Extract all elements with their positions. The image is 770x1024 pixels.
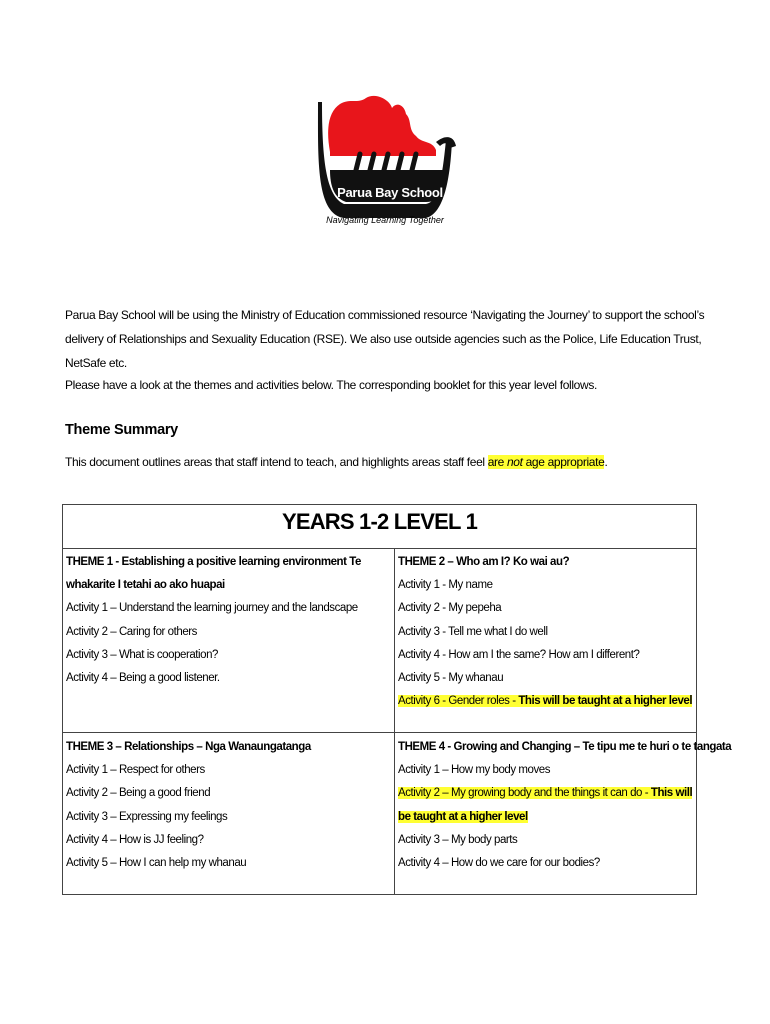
theme-1-cell	[66, 551, 391, 690]
summary-text-start: This document outlines areas that staff intend to teach, and highlights areas staff feel	[65, 455, 488, 469]
theme-2-activity-6: Activity 6 - Gender roles -	[398, 695, 519, 708]
intro-paragraph-2: Please have a look at the themes and activities below. The corresponding booklet for this year level follows.	[65, 378, 597, 392]
theme-3-activity: Activity 5 – How I can help my whanau	[66, 857, 247, 870]
theme-summary-text	[65, 450, 705, 474]
theme-4-higher-level-note: This will be taught at a higher level	[398, 787, 693, 823]
theme-2-activity: Activity 5 - My whanau	[398, 672, 504, 685]
summary-highlight-not: not	[506, 455, 523, 469]
logo-school-name: Parua Bay School	[337, 185, 443, 200]
table-divider-middle	[63, 732, 696, 733]
theme-1-activity: Activity 1 – Understand the learning journey and the landscape	[66, 602, 358, 615]
theme-4-activity: Activity 4 – How do we care for our bodies?	[398, 857, 600, 870]
theme-3-activity: Activity 2 – Being a good friend	[66, 787, 211, 800]
summary-highlight-b: age appropriate	[522, 455, 605, 469]
theme-3-activity: Activity 3 – Expressing my feelings	[66, 810, 228, 823]
theme-4-activity-highlighted	[398, 782, 694, 828]
theme-2-cell	[398, 551, 694, 713]
summary-highlight-a: are	[487, 455, 507, 469]
school-logo	[300, 90, 470, 235]
logo-tagline: Navigating Learning Together	[326, 215, 444, 225]
theme-2-activity: Activity 2 - My pepeha	[398, 602, 502, 615]
themes-table	[62, 504, 732, 895]
theme-1-activity: Activity 4 – Being a good listener.	[66, 672, 220, 685]
theme-2-activity: Activity 4 - How am I the same? How am I different?	[398, 648, 640, 661]
theme-2-higher-level-note: This will be taught at a higher level	[518, 695, 693, 708]
theme-3-activity: Activity 4 – How is JJ feeling?	[66, 833, 204, 846]
table-divider-vertical	[394, 549, 395, 894]
theme-4-cell	[398, 736, 732, 875]
theme-1-activity: Activity 2 – Caring for others	[66, 625, 197, 638]
theme-2-activity: Activity 3 - Tell me what I do well	[398, 625, 548, 638]
theme-1-title: THEME 1 - Establishing a positive learning environment Te whakarite I tetahi ao ako huapai	[66, 556, 361, 592]
theme-3-activity: Activity 1 – Respect for others	[66, 764, 205, 777]
theme-4-activity-2: Activity 2 – My growing body and the things it can do -	[398, 787, 651, 800]
summary-highlight	[487, 455, 608, 469]
summary-text-end: .	[604, 455, 608, 469]
theme-3-title: THEME 3 – Relationships – Nga Wanaungatanga	[66, 741, 311, 753]
theme-4-title: THEME 4 - Growing and Changing – Te tipu me te huri o te tangata	[398, 741, 732, 753]
theme-2-title: THEME 2 – Who am I? Ko wai au?	[398, 556, 570, 568]
table-title: YEARS 1-2 LEVEL 1	[281, 509, 478, 534]
table-divider-top	[63, 548, 696, 549]
theme-summary-heading: Theme Summary	[65, 422, 178, 438]
theme-2-activity: Activity 1 - My name	[398, 579, 493, 592]
theme-4-activity: Activity 3 – My body parts	[398, 833, 518, 846]
theme-1-activity: Activity 3 – What is cooperation?	[66, 648, 218, 661]
intro-paragraph-1: Parua Bay School will be using the Ministry of Education commissioned resource ‘Navigating the Journey’ to support the school’s delivery of Relationships and Sexuality Education (RSE). We also use outside agencies such as the Police, Life Education Trust, NetSafe etc.	[65, 308, 705, 370]
theme-3-cell	[66, 736, 391, 875]
theme-4-activity: Activity 1 – How my body moves	[398, 764, 551, 777]
theme-2-activity-highlighted	[398, 690, 694, 713]
